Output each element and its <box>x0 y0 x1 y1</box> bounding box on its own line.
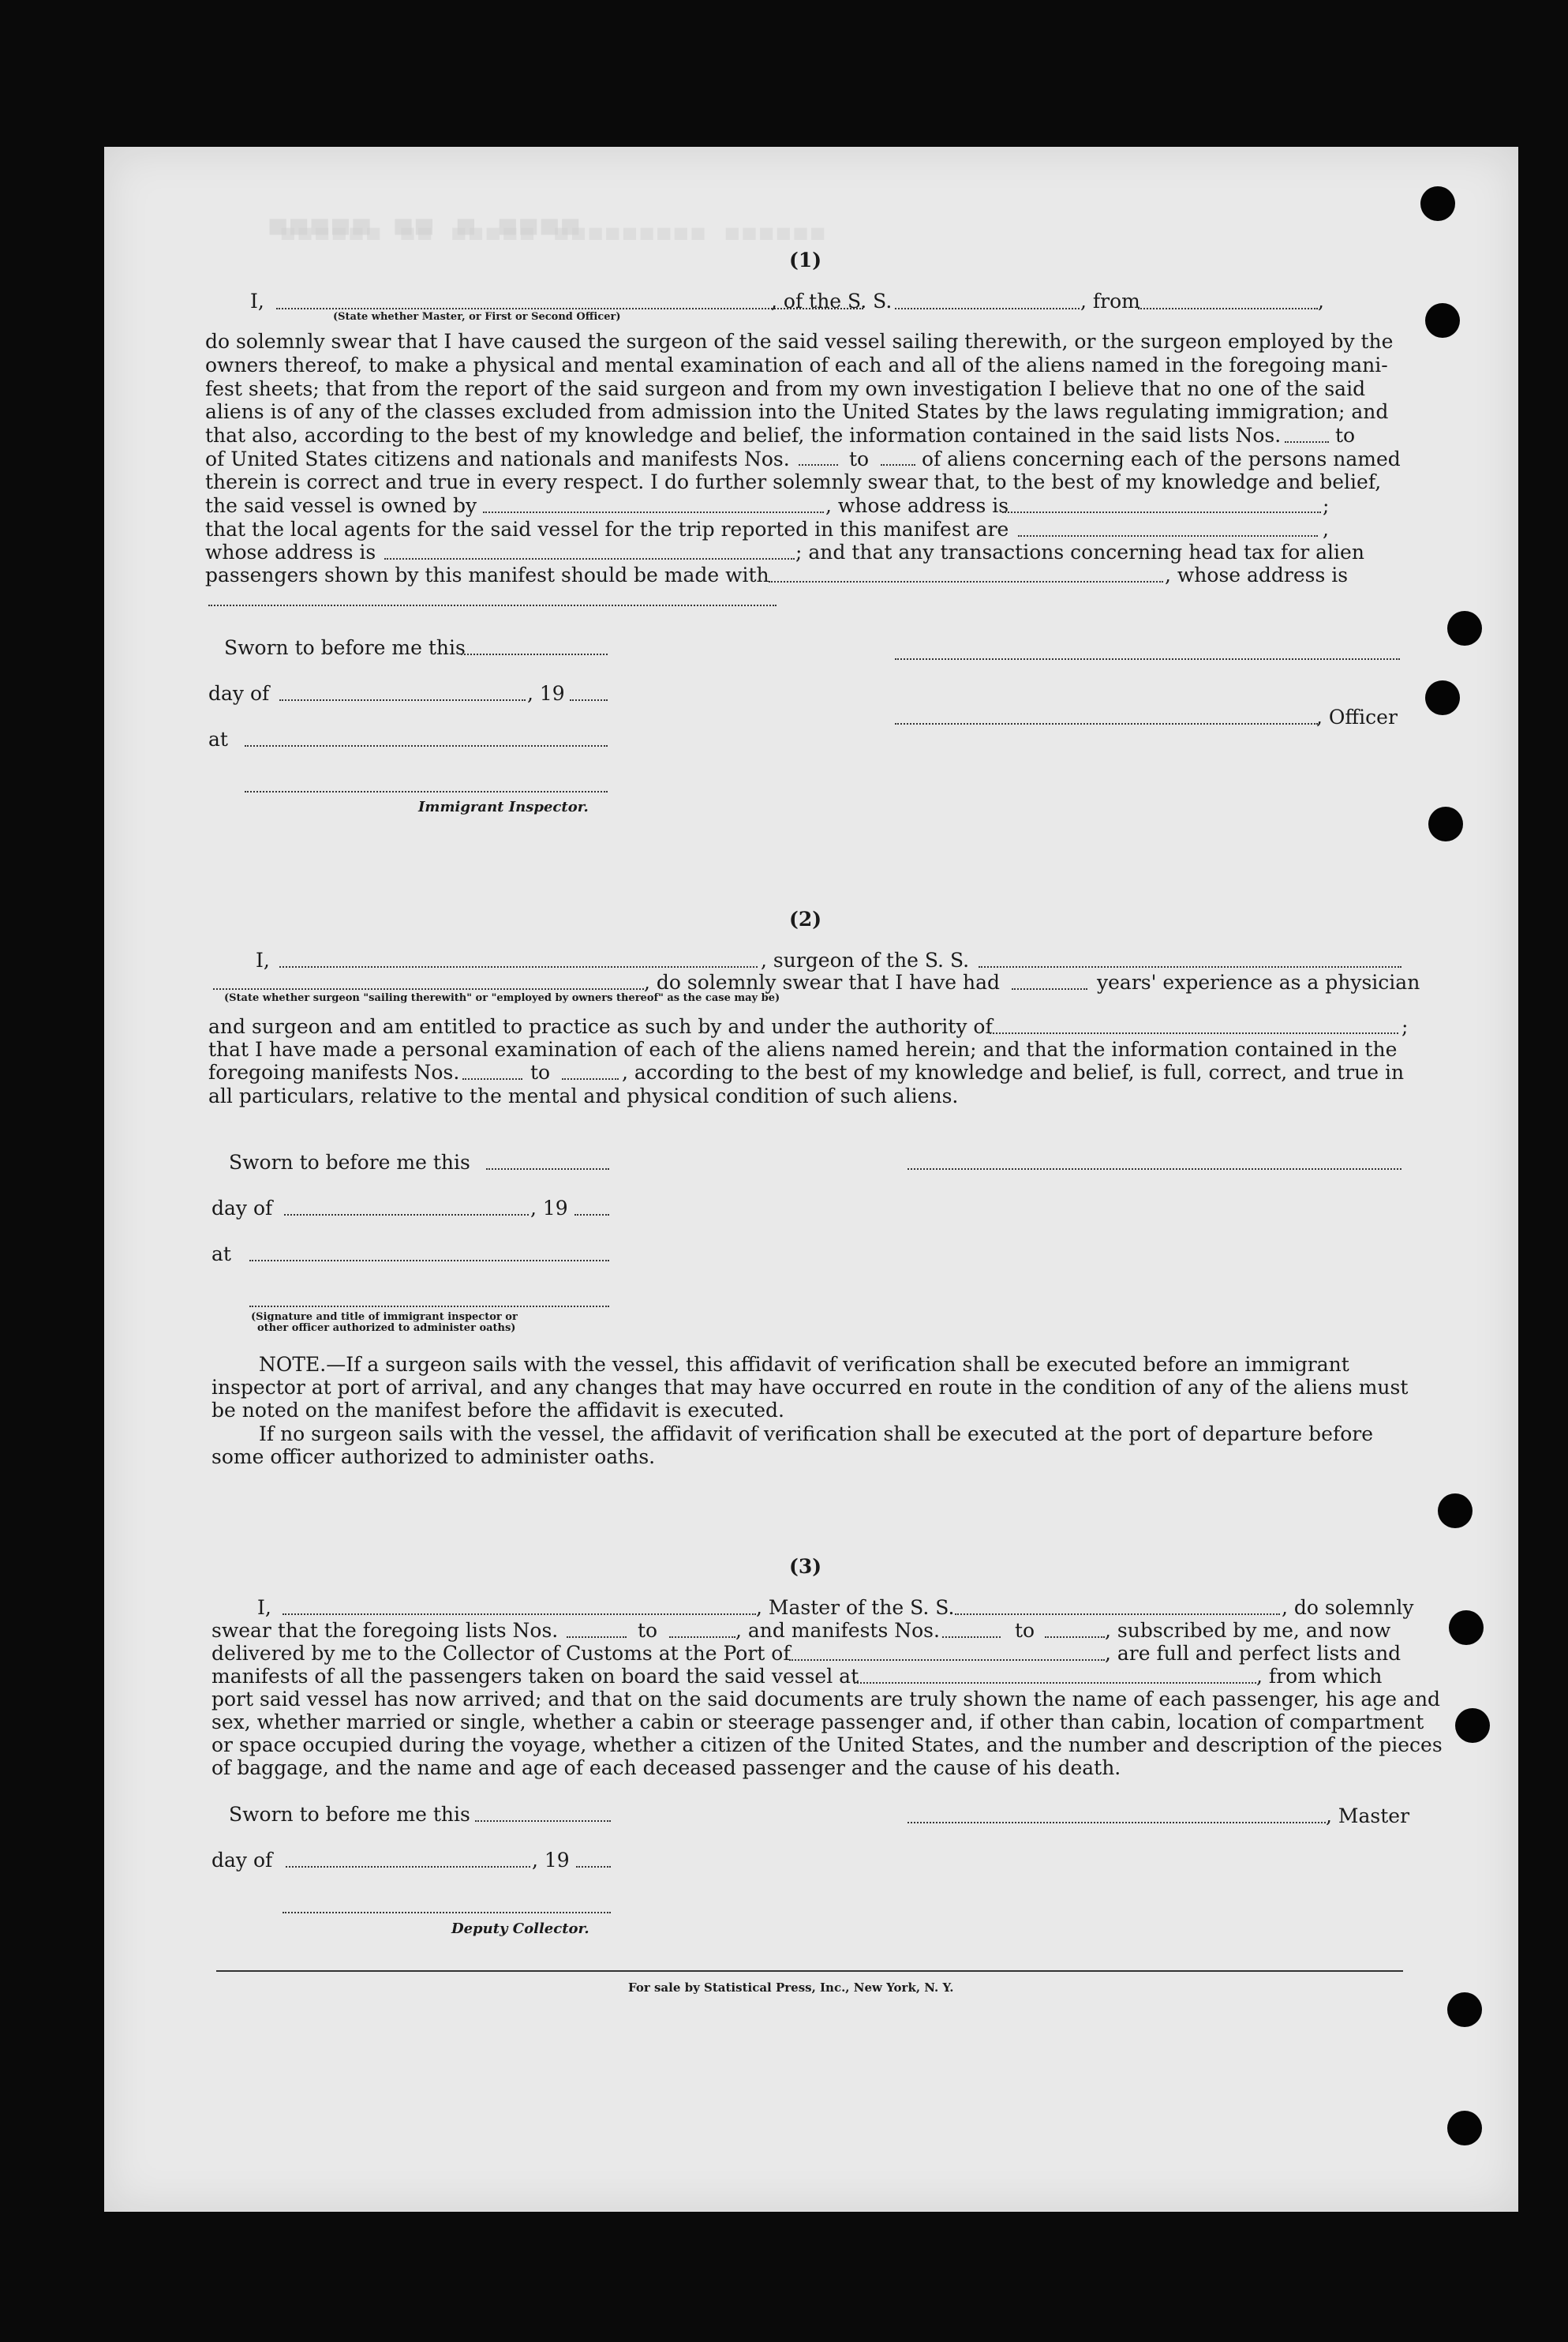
note-line-3: be noted on the manifest before the affidavit is executed. <box>211 1399 784 1422</box>
s3-lists-from-field[interactable] <box>567 1636 627 1638</box>
punch-hole-9 <box>1447 1992 1482 2027</box>
s2-line-4: that I have made a personal examination of each of the aliens named herein; and that the information contained in the <box>208 1038 1398 1061</box>
punch-hole-4 <box>1425 680 1460 715</box>
s3-line-2a: swear that the foregoing lists Nos. <box>211 1619 559 1642</box>
s1-vessel-name-field[interactable] <box>895 308 1080 309</box>
s1-day-field[interactable] <box>279 699 526 701</box>
s3-line-5: port said vessel has now arrived; and that on the said documents are truly shown the name of each passenger, his age and <box>211 1688 1441 1711</box>
s3-year-field[interactable] <box>576 1866 611 1868</box>
s1-line-5a: that also, according to the best of my knowledge and belief, the information contained in the said lists Nos. <box>205 424 1282 447</box>
s2-line-3a: and surgeon and am entitled to practice as such by and under the authority of <box>208 1015 993 1038</box>
s1-owner-address-field[interactable] <box>1002 511 1321 513</box>
s1-line-11a: passengers shown by this manifest should be made with <box>205 564 769 586</box>
footer-text: For sale by Statistical Press, Inc., New York, N. Y. <box>628 1980 954 1995</box>
s2-years-label: years' experience as a physician <box>1097 971 1420 994</box>
s1-lists-from-field[interactable] <box>1285 441 1329 443</box>
bleed-through-heading: ▄▄▄▄▄ ▄▄ ▄ ▄▄▄▄ <box>270 204 584 235</box>
s2-surgeon-note: (State whether surgeon "sailing therewith" or "employed by owners thereof" as the case may be) <box>224 992 780 1004</box>
s3-line-2c: , and manifests Nos. <box>735 1619 940 1642</box>
section-3-heading: (3) <box>789 1555 822 1578</box>
s1-line-10b: ; and that any transactions concerning head tax for alien <box>795 541 1364 564</box>
s1-line-8c: ; <box>1323 494 1330 517</box>
s1-agents-address-field[interactable] <box>384 558 795 560</box>
s3-line-4a: manifests of all the passengers taken on board the said vessel at <box>211 1665 859 1688</box>
s3-master-of-ss-label: , Master of the S. S. <box>756 1596 955 1619</box>
s2-sworn-label: Sworn to before me this <box>229 1151 470 1174</box>
punch-hole-7 <box>1449 1610 1484 1645</box>
punch-hole-6 <box>1438 1493 1473 1528</box>
s2-i-label: I, <box>256 949 270 972</box>
bleed-through-title: ▀▀▀▀▀▀ ▀▀ ▀▀▀▀▀ ▀▀▀▀▀▀▀▀▀ ▀▀▀▀▀▀ <box>282 229 829 253</box>
note-line-1: NOTE.—If a surgeon sails with the vessel, this affidavit of verification shall be executed before an immigrant <box>259 1353 1349 1376</box>
s1-owner-field[interactable] <box>483 511 824 513</box>
s3-line-2b: to <box>638 1619 658 1642</box>
punch-hole-1 <box>1420 186 1455 221</box>
s1-line-2: owners thereof, to make a physical and mental examination of each and all of the aliens named in the foregoing mani- <box>205 354 1388 377</box>
s3-line-2e: , subscribed by me, and now <box>1105 1619 1391 1642</box>
s2-swear-label: , do solemnly swear that I have had <box>644 971 1001 994</box>
s2-line-3b: ; <box>1401 1015 1409 1038</box>
s1-comma: , <box>1318 290 1324 313</box>
s3-master-name-field[interactable] <box>283 1613 756 1615</box>
s1-manifests-to-field[interactable] <box>881 464 915 466</box>
s2-surgeon-name-field[interactable] <box>279 966 758 968</box>
s1-officer-label: , Officer <box>1316 706 1398 729</box>
s3-sworn-label: Sworn to before me this <box>229 1803 470 1826</box>
s3-line-4b: , from which <box>1256 1665 1383 1688</box>
s3-collector-label: Deputy Collector. <box>451 1920 589 1937</box>
s2-sig-note-2: other officer authorized to administer oaths) <box>257 1322 516 1334</box>
s2-year-field[interactable] <box>574 1214 609 1216</box>
s2-at-field[interactable] <box>249 1260 609 1261</box>
s3-vessel-name-field[interactable] <box>955 1613 1280 1615</box>
s1-line-11b: , whose address is <box>1165 564 1349 586</box>
punch-hole-8 <box>1455 1708 1490 1743</box>
s3-line-3b: , are full and perfect lists and <box>1105 1642 1401 1665</box>
s1-sworn-label: Sworn to before me this <box>224 636 466 659</box>
s2-line-6: all particulars, relative to the mental and physical condition of such aliens. <box>208 1085 959 1107</box>
s2-manifests-from-field[interactable] <box>462 1078 522 1080</box>
s1-day-of-label: day of <box>208 682 270 705</box>
s3-master-label: , Master <box>1326 1804 1410 1827</box>
s1-from-label: , from <box>1080 290 1140 313</box>
s3-manifests-from-field[interactable] <box>942 1636 1001 1638</box>
s1-at-field[interactable] <box>245 745 608 747</box>
s1-line-5b: to <box>1335 424 1356 447</box>
s1-line-6b: to <box>849 448 870 470</box>
s1-line-3: fest sheets; that from the report of the said surgeon and from my own investigation I believe that no one of the said <box>205 377 1366 400</box>
s3-line-7: or space occupied during the voyage, whether a citizen of the United States, and the number and description of the pieces <box>211 1733 1443 1756</box>
note-line-2: inspector at port of arrival, and any changes that may have occurred en route in the condition of any of the aliens must <box>211 1376 1409 1399</box>
s1-agents-field[interactable] <box>1018 535 1318 537</box>
s3-line-2d: to <box>1015 1619 1035 1642</box>
s1-head-tax-address-field[interactable] <box>208 605 777 606</box>
s3-sworn-field[interactable] <box>475 1820 611 1822</box>
s1-nineteen-label: , 19 <box>527 682 565 705</box>
punch-hole-10 <box>1447 2111 1482 2145</box>
s2-surgeon-of-ss-label: , surgeon of the S. S. <box>761 949 970 972</box>
s1-officer-line[interactable] <box>895 723 1318 725</box>
s1-inspector-label: Immigrant Inspector. <box>418 799 589 815</box>
s2-line-5b: to <box>530 1061 551 1084</box>
s1-officer-note: (State whether Master, or First or Second Officer) <box>333 311 621 323</box>
s2-sworn-field[interactable] <box>486 1168 609 1170</box>
form-page <box>104 147 1518 2212</box>
s1-line-7: therein is correct and true in every respect. I do further solemnly swear that, to the best of my knowledge and belief, <box>205 470 1382 493</box>
s3-i-label: I, <box>257 1596 271 1619</box>
s2-surgeon-status-field[interactable] <box>213 988 644 990</box>
punch-hole-3 <box>1447 611 1482 646</box>
s2-line-5c: , according to the best of my knowledge and belief, is full, correct, and true in <box>622 1061 1405 1084</box>
s1-manifests-from-field[interactable] <box>799 464 838 466</box>
s2-signature-line[interactable] <box>907 1168 1401 1170</box>
s1-line-6c: of aliens concerning each of the persons named <box>922 448 1401 470</box>
s1-inspector-signature-line[interactable] <box>245 791 608 793</box>
note-line-4: If no surgeon sails with the vessel, the affidavit of verification shall be executed at the port of departure before <box>259 1422 1373 1445</box>
s3-day-field[interactable] <box>286 1866 530 1868</box>
s2-at-label: at <box>211 1242 231 1265</box>
s2-years-field[interactable] <box>1012 988 1087 990</box>
section-2-heading: (2) <box>789 908 822 931</box>
s2-line-5a: foregoing manifests Nos. <box>208 1061 460 1084</box>
footer-rule <box>216 1970 1403 1972</box>
s1-line-4: aliens is of any of the classes excluded from admission into the United States by the laws regulating immigration; and <box>205 400 1389 423</box>
s1-line-8b: , whose address is <box>825 494 1009 517</box>
s3-port-field[interactable] <box>789 1659 1105 1661</box>
s1-year-field[interactable] <box>570 699 608 701</box>
s2-vessel-name-field[interactable] <box>979 966 1401 968</box>
s1-i-label: I, <box>250 290 264 313</box>
s1-line-9a: that the local agents for the said vessel for the trip reported in this manifest are <box>205 518 1009 541</box>
s1-of-ss-label: , of the S. S. <box>771 290 893 313</box>
s1-line-8a: the said vessel is owned by <box>205 494 477 517</box>
s2-day-of-label: day of <box>211 1197 273 1220</box>
s1-at-label: at <box>208 728 228 751</box>
s3-boarding-port-field[interactable] <box>854 1682 1256 1684</box>
s3-line-6: sex, whether married or single, whether a cabin or steerage passenger and, if other than cabin, location of compartment <box>211 1711 1424 1733</box>
s1-line-1: do solemnly swear that I have caused the surgeon of the said vessel sailing therewith, or the surgeon employed by the <box>205 330 1394 353</box>
s1-signature-line[interactable] <box>895 658 1400 660</box>
s3-collector-signature-line[interactable] <box>283 1912 611 1913</box>
s1-head-tax-agent-field[interactable] <box>769 581 1163 583</box>
s2-nineteen-label: , 19 <box>530 1197 568 1220</box>
s2-day-field[interactable] <box>284 1214 529 1216</box>
s2-manifests-to-field[interactable] <box>562 1078 619 1080</box>
s2-authority-field[interactable] <box>990 1032 1398 1034</box>
s3-master-signature-line[interactable] <box>907 1822 1326 1823</box>
s1-line-9b: , <box>1323 518 1329 541</box>
punch-hole-5 <box>1428 807 1463 841</box>
s3-line-8: of baggage, and the name and age of each deceased passenger and the cause of his death. <box>211 1756 1121 1779</box>
s1-line-10a: whose address is <box>205 541 376 564</box>
s3-line-3a: delivered by me to the Collector of Customs at the Port of <box>211 1642 791 1665</box>
s3-lists-to-field[interactable] <box>669 1636 735 1638</box>
s1-line-6a: of United States citizens and nationals and manifests Nos. <box>205 448 790 470</box>
punch-hole-2 <box>1425 303 1460 338</box>
s1-sworn-field[interactable] <box>461 654 608 655</box>
s3-do-solemnly-label: , do solemnly <box>1282 1596 1414 1619</box>
note-line-5: some officer authorized to administer oaths. <box>211 1445 656 1468</box>
s3-nineteen-label: , 19 <box>532 1849 570 1872</box>
s3-manifests-to-field[interactable] <box>1045 1636 1105 1638</box>
s2-sig-note-1: (Signature and title of immigrant inspector or <box>251 1311 518 1323</box>
s3-day-of-label: day of <box>211 1849 273 1872</box>
s2-inspector-signature-line[interactable] <box>249 1306 609 1307</box>
s1-from-port-field[interactable] <box>1138 308 1318 309</box>
section-1-heading: (1) <box>789 249 822 272</box>
